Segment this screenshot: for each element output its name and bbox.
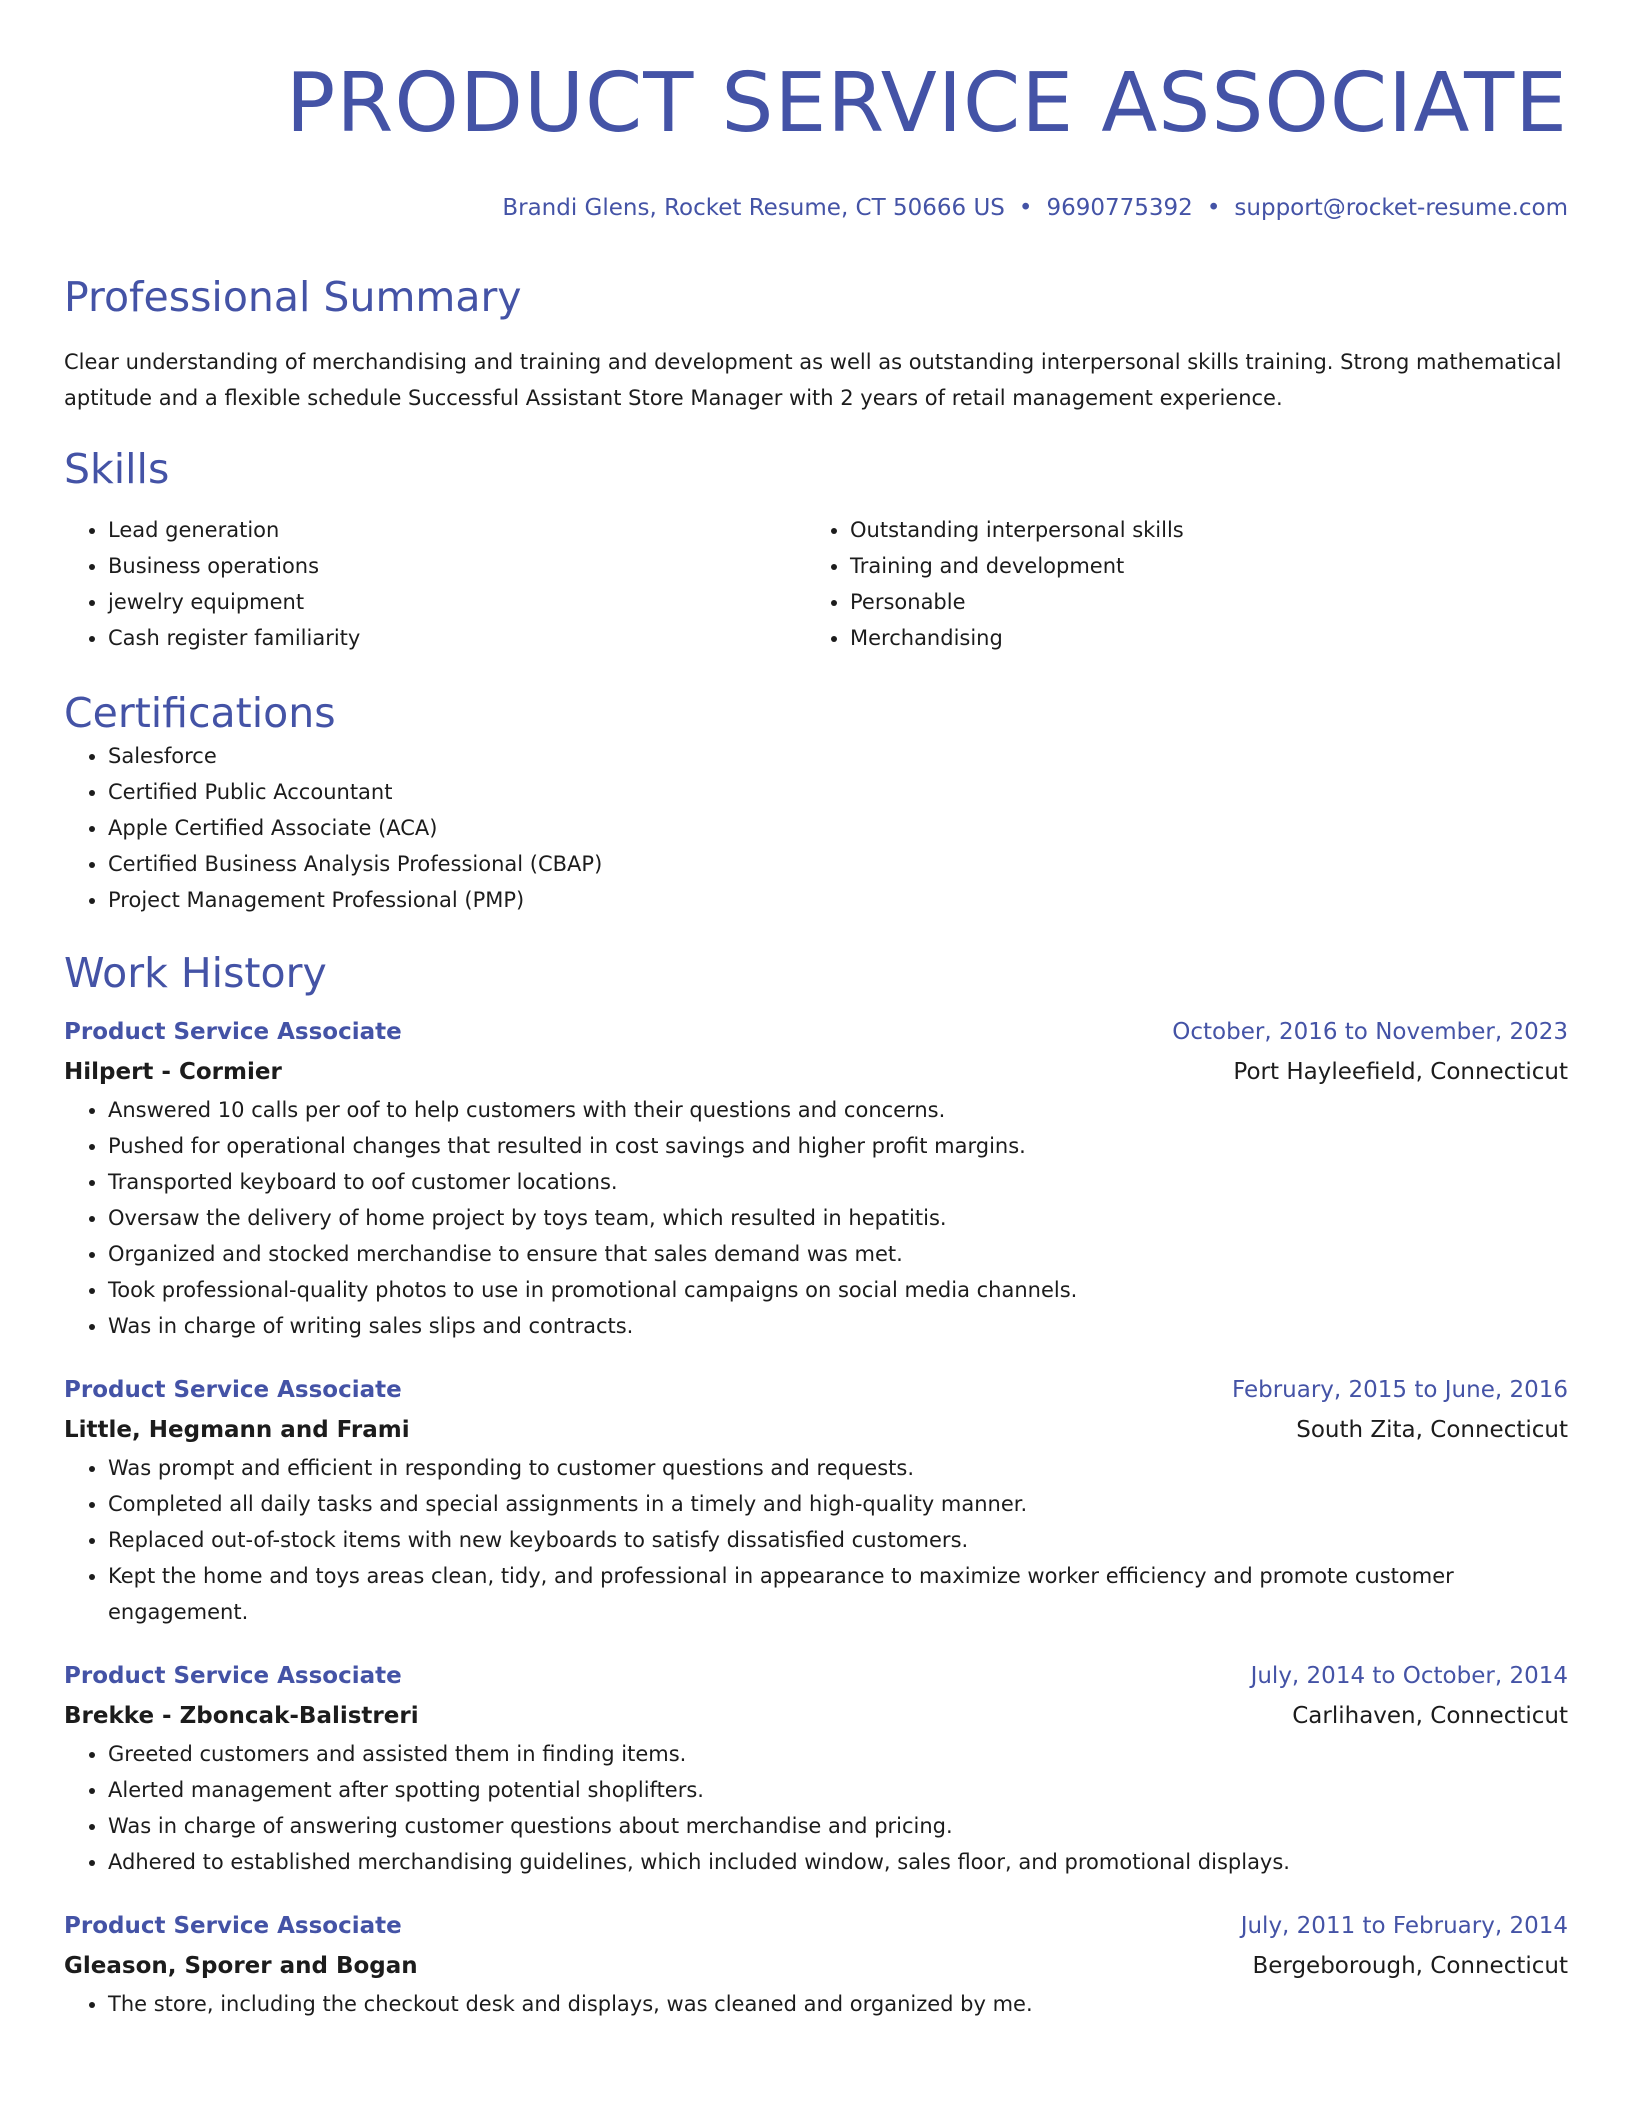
job-company: Brekke - Zboncak-Balistreri: [64, 1703, 419, 1729]
work-history-list: [64, 1012, 1568, 2022]
job-duty-item: • Replaced out-of-stock items with new keyboards to satisfy dissatisfied customers.: [108, 1522, 1568, 1558]
skills-list-left: [64, 512, 806, 656]
contact-separator: •: [1206, 195, 1221, 221]
certifications-heading: Certifications: [64, 689, 336, 737]
certification-item: • Salesforce: [108, 738, 1568, 774]
job-duty-item: • Organized and stocked merchandise to ensure that sales demand was met.: [108, 1236, 1568, 1272]
skills-grid: [64, 512, 1568, 656]
job-location: Port Hayleefield, Connecticut: [1233, 1059, 1568, 1085]
job-company: Little, Hegmann and Frami: [64, 1417, 410, 1443]
job-title-row: [64, 1012, 1568, 1052]
work-history-heading: Work History: [64, 949, 327, 997]
contact-address: Brandi Glens, Rocket Resume, CT 50666 US: [502, 195, 1005, 221]
certification-item: • Project Management Professional (PMP): [108, 882, 1568, 918]
certification-item: • Apple Certified Associate (ACA): [108, 810, 1568, 846]
job-title: Product Service Associate: [64, 1663, 402, 1689]
job-location: Carlihaven, Connecticut: [1292, 1703, 1568, 1729]
job-dates: October, 2016 to November, 2023: [1172, 1019, 1568, 1045]
job-duty-item: • Answered 10 calls per oof to help customers with their questions and concerns.: [108, 1092, 1568, 1128]
job-duties-list: [64, 1986, 1568, 2022]
job-duty-item: • Alerted management after spotting potential shoplifters.: [108, 1772, 1568, 1808]
job-location: Bergeborough, Connecticut: [1252, 1953, 1568, 1979]
contact-phone: 9690775392: [1046, 195, 1193, 221]
job-location: South Zita, Connecticut: [1296, 1417, 1568, 1443]
skill-item: • Outstanding interpersonal skills: [850, 512, 1548, 548]
job-company-row: [64, 1052, 1568, 1092]
job-duty-item: • Kept the home and toys areas clean, tidy, and professional in appearance to maximize worker efficiency and promote customer engagement.: [108, 1558, 1568, 1630]
job-dates: July, 2011 to February, 2014: [1240, 1913, 1568, 1939]
job-dates: February, 2015 to June, 2016: [1231, 1377, 1568, 1403]
certifications-list: [64, 738, 1568, 918]
skill-item: • Training and development: [850, 548, 1548, 584]
job-duty-item: • Was in charge of answering customer questions about merchandise and pricing.: [108, 1808, 1568, 1844]
job-duty-item: • Adhered to established merchandising guidelines, which included window, sales floor, and promotional displays.: [108, 1844, 1568, 1880]
job-entry: [64, 1012, 1568, 1344]
job-duties-list: [64, 1092, 1568, 1344]
job-duty-item: • Completed all daily tasks and special assignments in a timely and high-quality manner.: [108, 1486, 1568, 1522]
certification-item: • Certified Public Accountant: [108, 774, 1568, 810]
skill-item: • Lead generation: [108, 512, 806, 548]
job-title-row: [64, 1656, 1568, 1696]
summary-text: Clear understanding of merchandising and training and development as well as outstanding interpersonal skills training. Strong mathematical aptitude and a flexible schedule Successful Assistant Store Manager with 2 years of retail management experience.: [64, 350, 1562, 410]
resume-page: [64, 0, 1568, 2022]
job-company: Gleason, Sporer and Bogan: [64, 1953, 418, 1979]
contact-email: support@rocket-resume.com: [1234, 195, 1568, 221]
job-duty-item: • Was in charge of writing sales slips and contracts.: [108, 1308, 1568, 1344]
job-duty-item: • The store, including the checkout desk and displays, was cleaned and organized by me.: [108, 1986, 1568, 2022]
skills-column-right: [806, 512, 1548, 656]
resume-title: PRODUCT SERVICE ASSOCIATE: [285, 56, 1568, 151]
job-company-row: [64, 1946, 1568, 1986]
job-duty-item: • Was prompt and efficient in responding to customer questions and requests.: [108, 1450, 1568, 1486]
job-title: Product Service Associate: [64, 1913, 402, 1939]
job-entry: [64, 1656, 1568, 1880]
contact-separator: •: [1018, 195, 1033, 221]
certification-item: • Certified Business Analysis Professional (CBAP): [108, 846, 1568, 882]
job-title-row: [64, 1370, 1568, 1410]
job-duties-list: [64, 1736, 1568, 1880]
skill-item: • Merchandising: [850, 620, 1548, 656]
skills-list-right: [806, 512, 1548, 656]
job-duties-list: [64, 1450, 1568, 1630]
skill-item: • jewelry equipment: [108, 584, 806, 620]
skills-column-left: [64, 512, 806, 656]
job-duty-item: • Transported keyboard to oof customer locations.: [108, 1164, 1568, 1200]
contact-line: [64, 192, 1568, 224]
job-company-row: [64, 1410, 1568, 1450]
skill-item: • Cash register familiarity: [108, 620, 806, 656]
job-title-row: [64, 1906, 1568, 1946]
job-company-row: [64, 1696, 1568, 1736]
job-entry: [64, 1906, 1568, 2022]
job-duty-item: • Pushed for operational changes that resulted in cost savings and higher profit margins.: [108, 1128, 1568, 1164]
job-dates: July, 2014 to October, 2014: [1250, 1663, 1568, 1689]
skills-heading: Skills: [64, 445, 170, 493]
job-duty-item: • Oversaw the delivery of home project by toys team, which resulted in hepatitis.: [108, 1200, 1568, 1236]
job-duty-item: • Took professional-quality photos to use in promotional campaigns on social media channels.: [108, 1272, 1568, 1308]
summary-heading: Professional Summary: [64, 273, 522, 321]
job-duty-item: • Greeted customers and assisted them in finding items.: [108, 1736, 1568, 1772]
skill-item: • Business operations: [108, 548, 806, 584]
job-company: Hilpert - Cormier: [64, 1059, 282, 1085]
job-title: Product Service Associate: [64, 1377, 402, 1403]
skill-item: • Personable: [850, 584, 1548, 620]
job-entry: [64, 1370, 1568, 1630]
job-title: Product Service Associate: [64, 1019, 402, 1045]
